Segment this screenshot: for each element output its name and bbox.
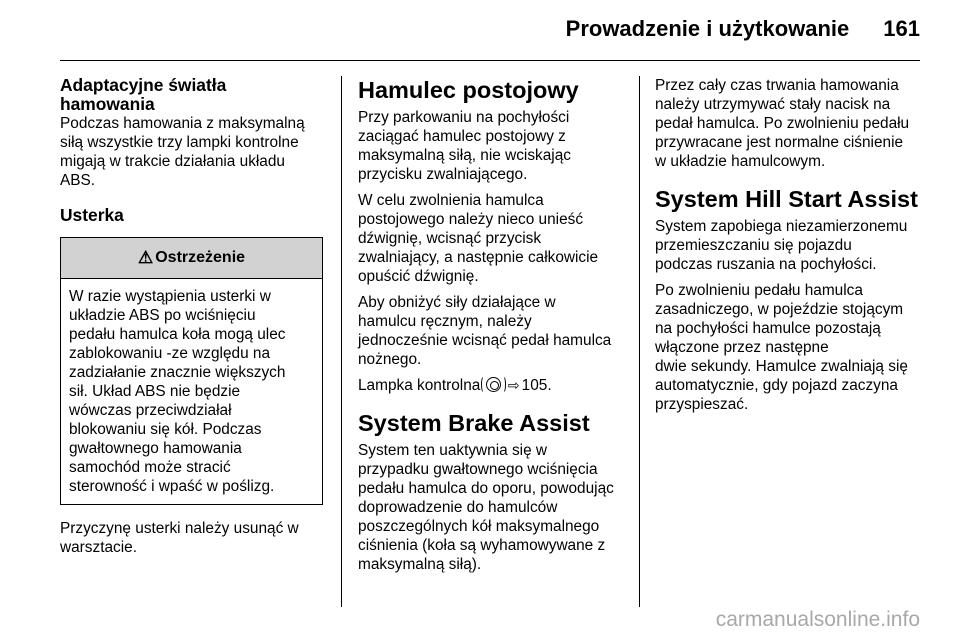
heading-parking-brake: Hamulec postojowy [358, 77, 579, 103]
paragraph-fault-repair: Przyczynę usterki należy usunąć w warsztacie. [60, 520, 299, 556]
brake-warning-icon [486, 377, 501, 392]
paragraph-hill-start-2: Po zwolnieniu pedału hamulca zasadniczego, w pojeździe stojącym na pochyłości hamulce pozostają włączone przez następne dwie sekundy. Hamulce zwalniają się automatycznie, gdy pojazd zaczyna przyspieszać. [655, 282, 908, 413]
page-header [566, 16, 920, 42]
warning-text: W razie wystąpienia usterki w układzie ABS po wciśnięciu pedału hamulca koła mogą ulec zablokowaniu -ze względu na zadziałanie znacznie większych sił. Układ ABS nie będzie wówczas przeciwdziałał blokowaniu się kół. Podczas gwałtownego hamowania samochód może stracić sterowność i wpaść w poślizg. [69, 288, 286, 495]
section-title: Prowadzenie i użytkowanie [565, 16, 850, 41]
paragraph-brake-pressure: Przez cały czas trwania hamowania należy utrzymywać stały nacisk na pedał hamulca. Po zwolnieniu pedału przywracane jest normalne ciśnienie w układzie hamulcowym. [655, 77, 910, 170]
page-reference[interactable]: 105. [521, 377, 552, 394]
paragraph-brake-assist: System ten uaktywnia się w przypadku gwałtownego wciśnięcia pedału hamulca do oporu, powodując doprowadzenie do hamulców poszczególnych kół maksymalnego ciśnienia (koła są wyhamowywane z maksymalną siłą). [358, 442, 614, 573]
warning-header [61, 238, 322, 279]
warning-box [60, 237, 323, 505]
column-1 [60, 76, 325, 564]
page-reference-icon: ⇨ [507, 377, 520, 393]
column-2 [358, 76, 626, 581]
column-3 [655, 76, 925, 421]
paragraph-parking-1: Przy parkowaniu na pochyłości zaciągać hamulec postojowy z maksymalną siłą, nie wciskając przycisku zwalniającego. [358, 109, 571, 183]
heading-adaptive-brake-lights: Adaptacyjne światła hamowania [60, 75, 227, 114]
heading-fault: Usterka [60, 205, 124, 225]
paragraph-brake-lights: Podczas hamowania z maksymalną siłą wszystkie trzy lampki kontrolne migają w trakcie działania układu ABS. [60, 115, 305, 189]
paragraph-hill-start-1: System zapobiega niezamierzonemu przemieszczaniu się pojazdu podczas ruszania na pochyłości. [655, 218, 908, 273]
watermark: carmanualsonline.info [715, 608, 920, 631]
paragraph-control-lamp: Lampka kontrolna ⇨ 105. [358, 377, 552, 394]
heading-hill-start-assist: System Hill Start Assist [655, 186, 918, 212]
paragraph-parking-3: Aby obniżyć siły działające w hamulcu ręcznym, należy jednocześnie wcisnąć pedał hamulca nożnego. [358, 294, 612, 368]
paragraph-parking-2: W celu zwolnienia hamulca postojowego należy nieco unieść dźwignię, wcisnąć przycisk zwalniający, a następnie całkowicie opuścić dźwignię. [358, 192, 599, 285]
warning-body [61, 279, 322, 504]
warning-title: Ostrzeżenie [155, 249, 246, 266]
column-divider-2 [639, 76, 640, 607]
column-divider-1 [341, 76, 342, 607]
warning-triangle-icon: ⚠ [137, 248, 154, 267]
heading-brake-assist: System Brake Assist [358, 410, 590, 436]
header-rule [60, 60, 920, 61]
page-number: 161 [883, 16, 920, 41]
